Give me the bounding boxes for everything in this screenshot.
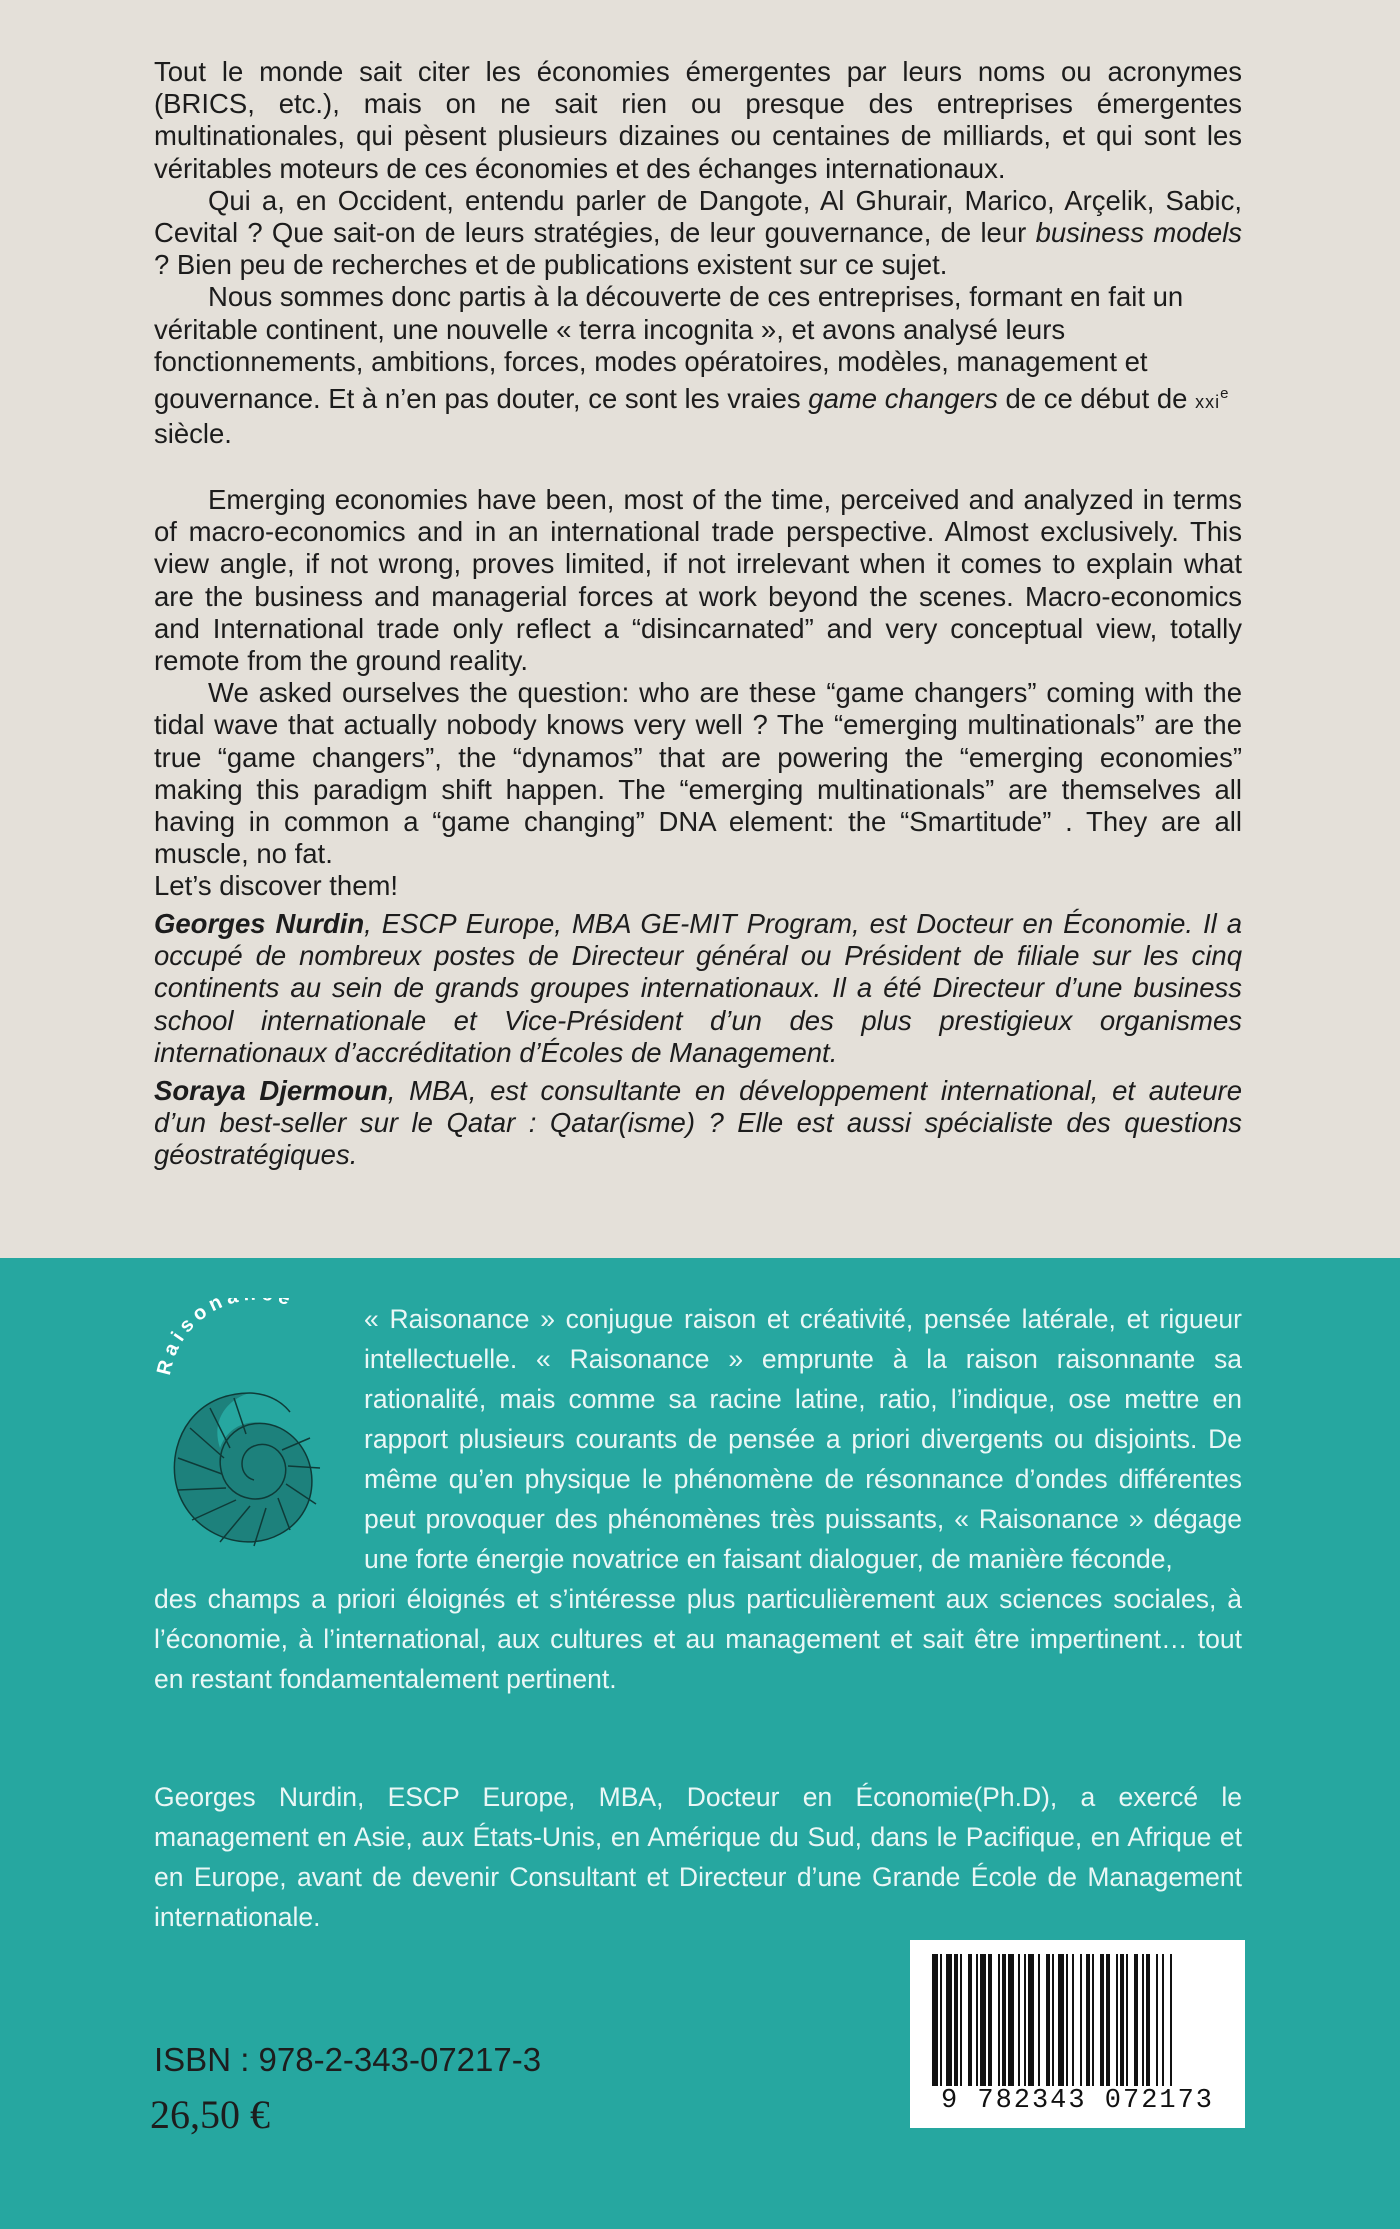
barcode-bar	[1058, 1954, 1064, 2086]
barcode-bar	[1086, 1954, 1090, 2086]
barcode-bar	[932, 1954, 938, 2086]
logo-text: Raison e	[152, 1298, 298, 1378]
barcode-bar	[1046, 1954, 1050, 2086]
barcode	[910, 1940, 1245, 2128]
blurb-english	[154, 484, 1242, 903]
collection-description-continued: des champs a priori éloignés et s’intéresse plus particulièrement aux sciences sociales, à l’économie, à l’international, aux cultures et au management et sait être impertinent… tout en restant fondamentalement pertinent.	[154, 1584, 1242, 1694]
barcode-bar	[946, 1954, 952, 2086]
barcode-bar	[1106, 1954, 1110, 2086]
barcode-bar	[1092, 1954, 1094, 2086]
barcode-bar	[940, 1954, 942, 2086]
barcode-bar	[1052, 1954, 1054, 2086]
barcode-bar	[1038, 1954, 1040, 2086]
barcode-bar	[976, 1954, 978, 2086]
barcode-bar	[1146, 1954, 1150, 2086]
collection-description-bottom	[154, 1579, 1242, 1699]
blurb-en-paragraph-3: Let’s discover them!	[154, 870, 399, 902]
isbn: ISBN : 978-2-343-07217-3	[154, 2041, 542, 2078]
barcode-bar	[1156, 1954, 1158, 2086]
barcode-bar	[1142, 1954, 1144, 2086]
barcode-bar	[1018, 1954, 1020, 2086]
blurb-fr-paragraph-1: Tout le monde sait citer les économies émergentes par leurs noms ou acronymes (BRICS, etc.), mais on ne sait rien ou presque des entreprises émergentes multinationales, qui pèsent plusieurs dizaines ou centaines de milliards, et qui sont les véritables moteurs de ces économies et des échanges internationaux.	[154, 56, 1242, 184]
blurb-en-paragraph-1: Emerging economies have been, most of the time, perceived and analyzed in terms of macro-economics and in an international trade perspective. Almost exclusively. This view angle, if not wrong, proves limited, if not irrelevant when it comes to explain what are the business and managerial forces at work beyond the scenes. Macro-economics and International trade only reflect a “disincarnated” and very conceptual view, totally remote from the ground reality.	[154, 484, 1242, 677]
blurb-fr-paragraph-2: Qui a, en Occident, entendu parler de Dangote, Al Ghurair, Marico, Arçelik, Sabic, Cevital ? Que sait-on de leurs stratégies, de leur gouvernance, de leur business models ? Bien peu de recherches et de publications existent sur ce sujet.	[154, 184, 1243, 281]
barcode-digits: 9 782343 072173	[940, 2086, 1215, 2116]
barcode-bar	[1066, 1954, 1068, 2086]
barcode-bar	[1024, 1954, 1026, 2086]
author-2-name: Soraya Djermoun	[154, 1075, 388, 1107]
author-bios	[154, 908, 1242, 1172]
author-bio-2: Soraya Djermoun, MBA, est consultante en développement international, et auteure d’un best-seller sur le Qatar : Qatar(isme) ? Elle est aussi spécialiste des questions géostratégiques.	[154, 1075, 1242, 1171]
barcode-bar	[988, 1954, 992, 2086]
barcode-bar	[1072, 1954, 1074, 2086]
barcode-bar	[1116, 1954, 1118, 2086]
barcode-bar	[1002, 1954, 1006, 2086]
author-bio-short	[154, 1777, 1242, 1937]
blurb-en-paragraph-2: We asked ourselves the question: who are these “game changers” coming with the tidal wave that actually nobody knows very well ? The “emerging multinationals” are the true “game changers”, the “dynamos” that are powering the “emerging economies” making this paradigm shift happen. The “emerging multinationals” are themselves all having in common a “game changing” DNA element: the “Smartitude” . They are all muscle, no fat.	[154, 677, 1242, 870]
svg-text:Raisonance	[153, 1298, 298, 1377]
author-bio-short-text: Georges Nurdin, ESCP Europe, MBA, Docteur en Économie(Ph.D), a exercé le management en Asie, aux États-Unis, en Amérique du Sud, dans le Pacifique, en Afrique et en Europe, avant de devenir Consultant et Directeur d’une Grande École de Management internationale.	[154, 1782, 1242, 1932]
barcode-bar	[998, 1954, 1000, 2086]
barcode-bar	[1080, 1954, 1082, 2086]
collection-description: « Raisonance » conjugue raison et créativité, pensée latérale, et rigueur intellectuelle. « Raisonance » emprunte à la raison raisonnante sa rationalité, mais comme sa racine latine, ratio, l’indique, ose mettre en rapport plusieurs courants de pensée a priori divergents ou disjoints. De même qu’en physique le phénomène de résonnance d’ondes différentes peut provoquer des phénomènes très puissants, « Raisonance » dégage une forte énergie novatrice en faisant dialoguer, de manière féconde,	[364, 1304, 1242, 1574]
author-1-name: Georges Nurdin	[154, 908, 365, 939]
author-bio-1: Georges Nurdin, ESCP Europe, MBA GE-MIT Program, est Docteur en Économie. Il a occupé de nombreux postes de Directeur général ou Président de filiale sur les cinq continents au sein de grands groupes internationaux. Il a été Directeur d’une business school internationale et Vice-Président d’un des plus prestigieux organismes internationaux d’accréditation d’Écoles de Management.	[154, 908, 1242, 1068]
barcode-bar	[1170, 1954, 1172, 2086]
blurb-french	[154, 56, 1242, 451]
blurb-fr-paragraph-3: Nous sommes donc partis à la découverte de ces entreprises, formant en fait un véritable continent, une nouvelle « terra incognita », et avons analysé leurs fonctionnements, ambitions, forces, modes opératoires, modèles, management et gouvernance. Et à n’en pas douter, ce sont les vraies game changers de ce début de xxi$^e$ siècle.	[154, 281, 1229, 450]
barcode-bar	[960, 1954, 962, 2086]
barcode-bar	[1028, 1954, 1034, 2086]
barcode-bar	[1008, 1954, 1014, 2086]
raisonance-logo	[150, 1298, 350, 1568]
barcode-bar	[980, 1954, 986, 2086]
barcode-bar	[954, 1954, 958, 2086]
price: 26,50 €	[150, 2092, 270, 2137]
barcode-bar	[1126, 1954, 1128, 2086]
barcode-bar	[1162, 1954, 1164, 2086]
barcode-bar	[968, 1954, 972, 2086]
barcode-bar	[1134, 1954, 1138, 2086]
nautilus-shell-icon	[150, 1298, 350, 1568]
barcode-bar	[1120, 1954, 1124, 2086]
barcode-bar	[1100, 1954, 1104, 2086]
collection-description-top	[364, 1299, 1242, 1579]
